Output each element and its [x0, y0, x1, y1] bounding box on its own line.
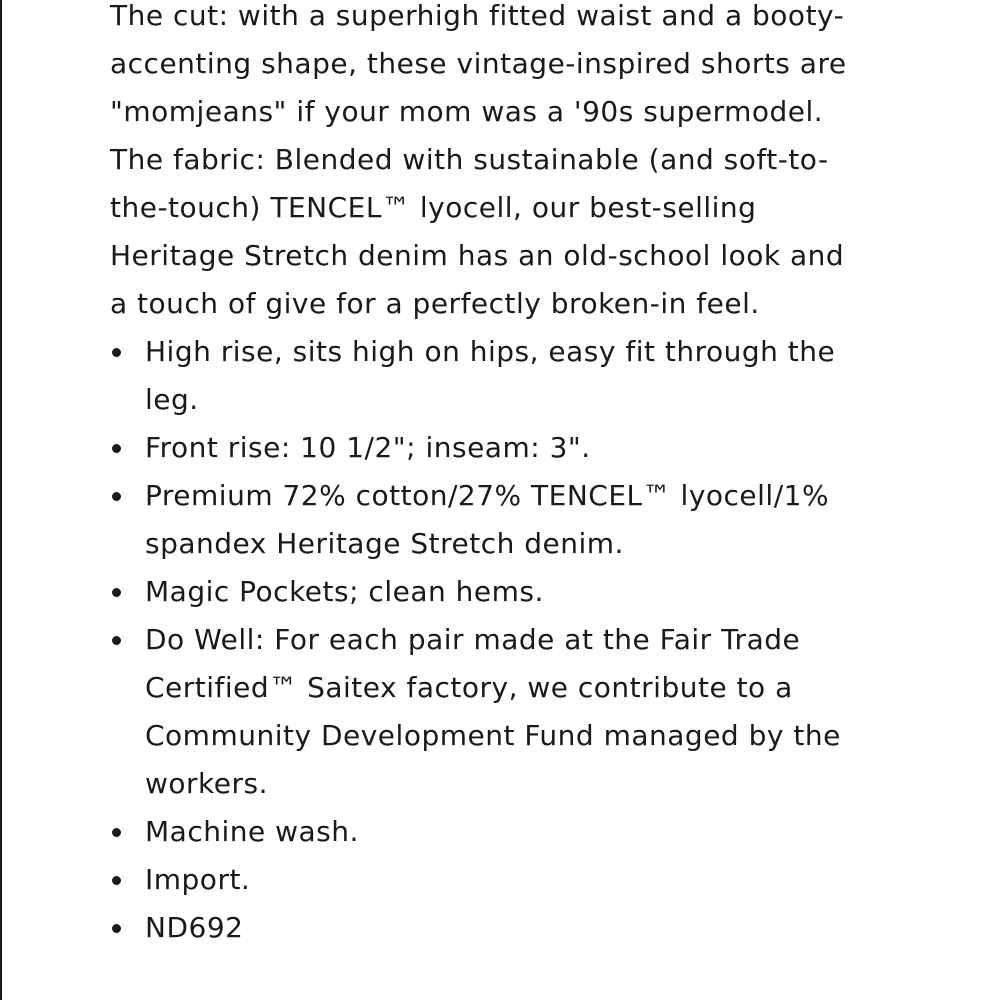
list-item: [110, 472, 850, 568]
list-item-text: Import.: [145, 863, 251, 896]
list-item: [110, 328, 850, 424]
bullet-icon: [112, 588, 121, 597]
list-item-text: Front rise: 10 1/2"; inseam: 3".: [145, 431, 591, 464]
list-item-text: Do Well: For each pair made at the Fair Trade Certified™ Saitex factory, we contribute to a Community Development Fund managed by the workers.: [145, 623, 841, 800]
list-item-text: ND692: [145, 911, 244, 944]
list-item-text: High rise, sits high on hips, easy fit through the leg.: [145, 335, 836, 416]
list-item: [110, 568, 850, 616]
bullet-icon: [112, 828, 121, 837]
list-item: [110, 856, 850, 904]
bullet-icon: [112, 444, 121, 453]
bullet-icon: [112, 636, 121, 645]
bullet-icon: [112, 348, 121, 357]
list-item-text: Machine wash.: [145, 815, 359, 848]
bullet-icon: [112, 924, 121, 933]
product-description: The cut: with a superhigh fitted waist and a booty-accenting shape, these vintage-inspired shorts are "momjeans" if your mom was a '90s supermodel. The fabric: Blended with sustainable (and soft-to-the-touch) TENCEL™ lyocell, our best-selling Heritage Stretch denim has an old-school look and a touch of give for a perfectly broken-in feel.: [110, 0, 847, 320]
list-item: [110, 808, 850, 856]
bullet-icon: [112, 492, 121, 501]
list-item: [110, 616, 850, 808]
list-item-text: Magic Pockets; clean hems.: [145, 575, 544, 608]
product-features-list: [110, 328, 850, 952]
bullet-icon: [112, 876, 121, 885]
list-item: [110, 904, 850, 952]
product-details: [110, 0, 850, 952]
list-item: [110, 424, 850, 472]
list-item-text: Premium 72% cotton/27% TENCEL™ lyocell/1% spandex Heritage Stretch denim.: [145, 479, 830, 560]
